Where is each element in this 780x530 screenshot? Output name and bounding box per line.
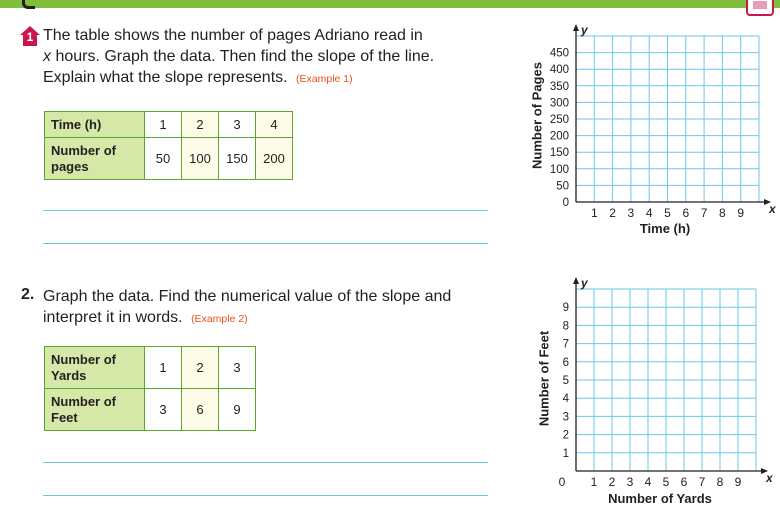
answer-line[interactable] [43, 495, 488, 496]
y-axis-arrow-icon [573, 277, 579, 284]
y-tick-label: 100 [549, 163, 569, 176]
y-tick-label: 7 [562, 338, 569, 351]
table-cell: 3 [219, 112, 256, 138]
x-tick-label: 7 [700, 206, 708, 220]
x-tick-label: 1 [590, 475, 598, 489]
origin-label: 0 [558, 475, 566, 489]
y-tick-label: 200 [549, 130, 569, 143]
x-variable-label: x [769, 202, 776, 216]
table-cell: 6 [182, 389, 219, 431]
x-tick-label: 6 [682, 206, 690, 220]
example-reference[interactable]: (Example 2) [191, 313, 248, 325]
table-cell: 4 [256, 112, 293, 138]
question-2-text: Graph the data. Find the numerical value of the slope and interpret it in words. (Example 2) [43, 288, 452, 326]
y-tick-label: 450 [549, 47, 569, 60]
y-axis-label: Number of Pages [529, 62, 545, 169]
table-header-cell: Number of Feet [45, 389, 145, 431]
table-cell: 3 [219, 347, 256, 389]
x-tick-label: 3 [626, 475, 634, 489]
y-tick-label: 1 [562, 447, 569, 460]
table-cell: 100 [182, 138, 219, 180]
y-tick-label: 9 [562, 302, 569, 315]
y-variable-label: y [581, 23, 588, 37]
x-tick-label: 7 [698, 475, 706, 489]
corner-badge-icon[interactable] [746, 0, 774, 16]
x-tick-label: 1 [590, 206, 598, 220]
x-tick-label: 6 [680, 475, 688, 489]
x-tick-label: 5 [662, 475, 670, 489]
graph-yards-vs-feet[interactable] [540, 276, 775, 492]
table-row [45, 138, 293, 180]
question-1-table [44, 111, 293, 180]
x-axis-label: Number of Yards [608, 491, 712, 506]
y-tick-label: 50 [556, 180, 569, 193]
y-tick-label: 4 [562, 393, 569, 406]
table-cell: 150 [219, 138, 256, 180]
y-tick-label: 300 [549, 97, 569, 110]
y-tick-label: 3 [562, 411, 569, 424]
answer-line[interactable] [43, 243, 488, 244]
y-tick-label: 6 [562, 356, 569, 369]
table-row [45, 347, 256, 389]
y-axis-label: Number of Feet [536, 330, 552, 427]
graph-time-vs-pages[interactable] [520, 22, 775, 222]
exercise-number: 1 [26, 30, 34, 44]
y-tick-label: 8 [562, 320, 569, 333]
exercise-number: 2. [21, 286, 35, 303]
table-cell: 9 [219, 389, 256, 431]
table-header-cell: Number of Yards [45, 347, 145, 389]
y-axis-arrow-icon [573, 24, 579, 31]
answer-line[interactable] [43, 462, 488, 463]
y-tick-label: 0 [562, 197, 569, 209]
table-row [45, 389, 256, 431]
x-tick-label: 8 [719, 206, 726, 220]
table-header-cell: Number of pages [45, 138, 145, 180]
x-tick-label: 9 [737, 206, 745, 220]
header-mark-icon [22, 0, 35, 9]
x-tick-label: 4 [645, 206, 653, 220]
x-axis-label: Time (h) [639, 221, 691, 236]
x-tick-label: 4 [644, 475, 652, 489]
y-tick-label: 2 [562, 429, 569, 442]
table-cell: 200 [256, 138, 293, 180]
question-2-table [44, 346, 256, 431]
table-row [45, 112, 293, 138]
table-cell: 2 [182, 112, 219, 138]
answer-line[interactable] [43, 210, 488, 211]
y-variable-label: y [581, 276, 588, 290]
x-tick-label: 2 [609, 206, 616, 220]
y-tick-label: 150 [549, 147, 569, 160]
table-cell: 50 [145, 138, 182, 180]
table-cell: 1 [145, 347, 182, 389]
table-cell: 2 [182, 347, 219, 389]
table-cell: 3 [145, 389, 182, 431]
x-tick-label: 5 [664, 206, 671, 220]
table-cell: 1 [145, 112, 182, 138]
question-1-text: The table shows the number of pages Adriano read in x hours. Graph the data. Then find the slope of the line. Explain what the slope represents. (Example 1) [43, 27, 435, 86]
x-tick-label: 2 [608, 475, 616, 489]
y-tick-label: 250 [549, 114, 569, 126]
x-tick-label: 3 [627, 206, 635, 220]
table-header-cell: Time (h) [45, 112, 145, 138]
top-accent-bar [0, 0, 780, 8]
x-variable-label: x [766, 471, 773, 485]
y-tick-label: 5 [562, 375, 569, 387]
y-tick-label: 350 [549, 80, 569, 93]
y-tick-label: 400 [549, 64, 569, 77]
x-tick-label: 8 [716, 475, 724, 489]
example-reference[interactable]: (Example 1) [296, 73, 353, 85]
x-tick-label: 9 [734, 475, 742, 489]
